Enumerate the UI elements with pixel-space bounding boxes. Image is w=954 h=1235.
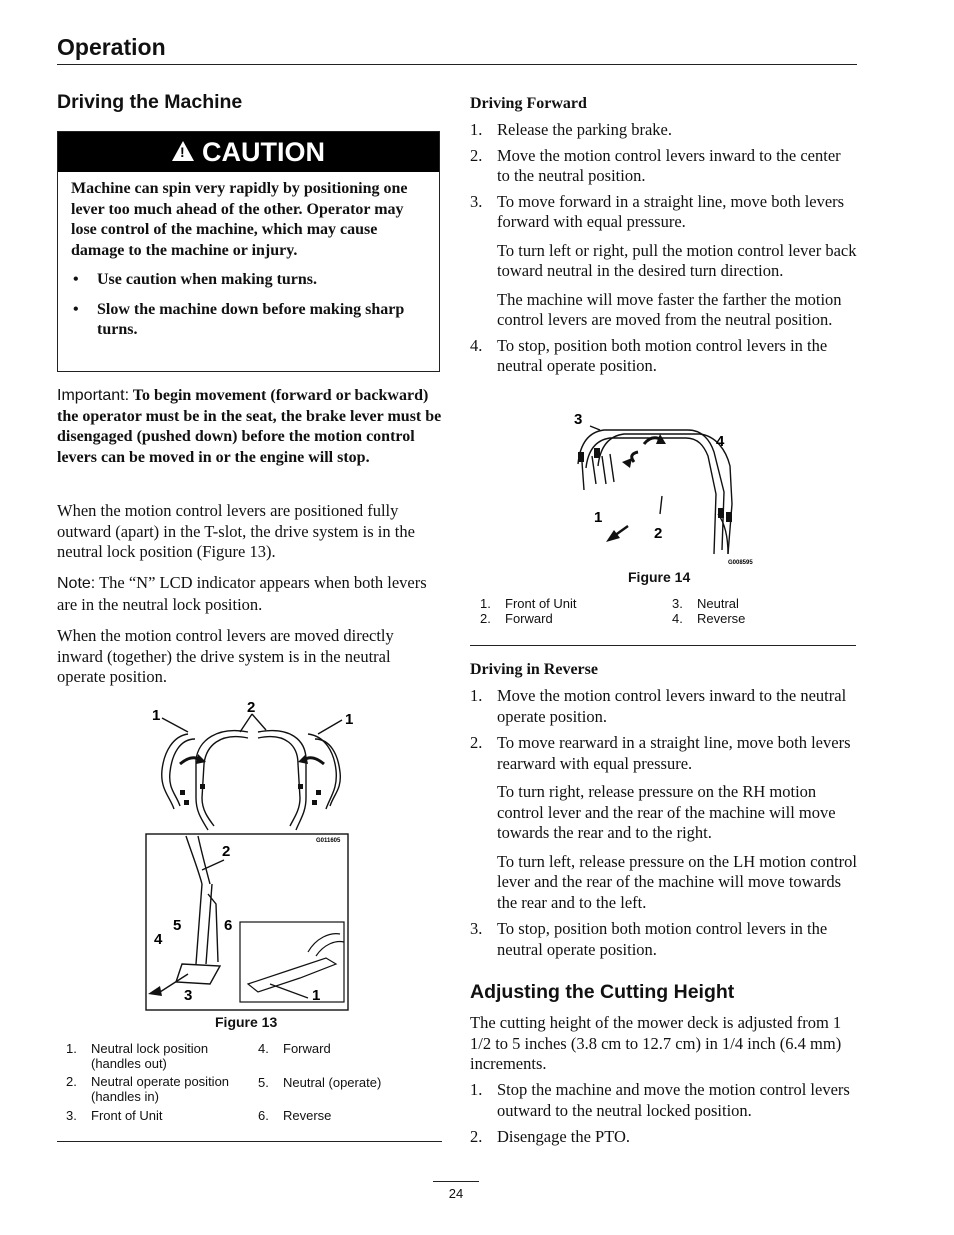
page-number-rule [433,1181,479,1182]
figure-13-caption: Figure 13 [215,1014,278,1030]
step-item: 1. Move the motion control levers inward to the neutral operate position. [470,686,847,726]
important-label: Important: [57,387,130,404]
page-number: 24 [448,1186,464,1201]
neutral-operate-paragraph: When the motion control levers are moved directly inward (together) the drive system is in the neutral operate position. [57,626,394,686]
step-item: 2. Disengage the PTO. [470,1127,631,1146]
callout-5: 5 [173,917,182,934]
figure-14-legend-rule [470,645,856,646]
heading-driving-forward: Driving Forward [470,95,587,112]
caution-bullet: • Use caution when making turns. [71,270,427,291]
callout-2: 2 [222,843,231,860]
header-rule [57,64,857,65]
callout-2: 2 [247,699,256,716]
callout-6: 6 [224,917,233,934]
step-subparagraph: To turn right, release pressure on the RH motion control lever and the rear of the machine will move towards the rear and to the right. [497,782,836,842]
heading-adjusting-cutting-height: Adjusting the Cutting Height [470,981,735,1003]
figure-code: G008595 [728,560,753,566]
heading-driving-in-reverse: Driving in Reverse [470,661,598,678]
neutral-lock-paragraph: When the motion control levers are positioned fully outward (apart) in the T-slot, the drive system is in the neutral lock position (Figure 13). [57,501,415,561]
driving-forward-steps [470,120,857,377]
step-item: 1. Release the parking brake. [470,120,673,139]
step-item: 2. Move the motion control levers inward to the center to the neutral position. [470,145,841,185]
callout-3: 3 [184,987,193,1004]
caution-body [58,172,439,341]
callout-2: 2 [654,525,663,542]
caution-header [58,132,439,172]
figure-14-caption: Figure 14 [628,569,691,585]
callout-1: 1 [594,509,603,526]
step-item: 3. To move forward in a straight line, move both levers forward with equal pressure. To turn left or right, pull the motion control lever back toward neutral in the desired turn direction. The machine will move faster the farther the motion control levers are moved from the neutral position. [470,191,857,329]
figure-14-illustration [568,404,768,568]
step-item: 4. To stop, position both motion control levers in the neutral operate position. [470,335,828,375]
callout-3: 3 [574,411,583,428]
callout-4: 4 [154,931,163,948]
heading-driving-the-machine: Driving the Machine [57,91,243,113]
figure-13-legend: 1. Neutral lock position (handles out) 2. Neutral operate position (handles in) 3. Front of Unit 4. Forward 5. Neutral (operate) 6. Reverse [66,1041,382,1123]
step-subparagraph: To turn left or right, pull the motion control lever back toward neutral in the desired turn direction. [497,240,857,280]
step-subparagraph: To turn left, release pressure on the LH motion control lever and the rear of the machine will move towards the rear and to the left. [497,851,857,912]
callout-1: 1 [345,711,354,728]
figure-14-legend: 1. Front of Unit 2. Forward 3. Neutral 4. Reverse [480,596,746,626]
step-item: 3. To stop, position both motion control levers in the neutral operate position. [470,919,828,959]
cutting-height-intro: The cutting height of the mower deck is adjusted from 1 1/2 to 5 inches (3.8 cm to 12.7 cm) in 1/4 inch (6.4 mm) increments. [470,1013,842,1073]
step-subparagraph: The machine will move faster the farther the motion control levers are moved from the neutral position. [497,289,842,329]
step-item: 2. To move rearward in a straight line, move both levers rearward with equal pressure. To turn right, release pressure on the RH motion control lever and the rear of the machine will move towards the rear and to the right. To turn left, release pressure on the LH motion control lever and the rear of the machine will move towards the rear and to the left. [470,733,857,912]
driving-reverse-steps [470,686,857,960]
warning-triangle-icon: ! [172,141,194,161]
caution-bullets [71,270,427,341]
figure-13-legend-rule [57,1141,442,1142]
cutting-height-steps [470,1080,857,1148]
step-item: 1. Stop the machine and move the motion control levers outward to the neutral locked position. [470,1080,850,1120]
figure-13-illustration [140,694,360,1014]
callout-1: 1 [152,707,161,724]
callout-1: 1 [312,987,321,1004]
caution-box [57,131,440,372]
important-text: To begin movement (forward or backward) the operator must be in the seat, the brake lever must be disengaged (pushed down) before the motion control levers can be moved in or the engine will stop. [57,387,442,466]
caution-bullet: • Slow the machine down before making sharp turns. [71,300,427,341]
section-title: Operation [57,34,166,60]
caution-title: CAUTION [202,136,325,167]
note-paragraph [57,573,439,615]
caution-text: Machine can spin very rapidly by positioning one lever too much ahead of the other. Operator may lose control of the machine, which may cause damage to the machine or injury. [71,180,408,259]
important-paragraph [57,386,443,468]
figure-code: G011605 [316,838,341,844]
callout-4: 4 [716,433,725,450]
note-label: Note: [57,575,96,592]
note-text: The “N” LCD indicator appears when both levers are in the neutral lock position. [57,573,427,614]
